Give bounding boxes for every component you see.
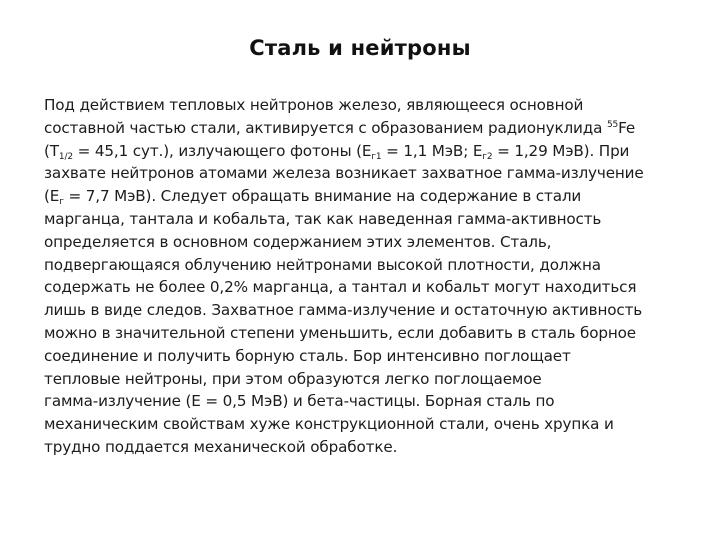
text-segment: составной частью стали, активируется с образованием радионуклида: [44, 118, 607, 137]
subscript-text: г: [59, 197, 64, 208]
body-line: [44, 345, 684, 368]
text-segment: (E: [44, 187, 60, 206]
subscript-text: 1/2: [58, 151, 73, 162]
text-segment: содержать не более 0,2% марганца, а тантал и кобальт могут находиться: [44, 278, 637, 297]
text-segment: (T: [44, 141, 59, 160]
text-segment: тепловые нейтроны, при этом образуются легко поглощаемое: [44, 369, 542, 388]
text-segment: определяется в основном содержанием этих элементов. Сталь,: [44, 232, 552, 251]
body-line: [44, 185, 684, 208]
text-segment: = 7,7 МэВ). Следует обращать внимание на содержание в стали: [63, 187, 582, 206]
slide-title: Сталь и нейтроны: [249, 36, 471, 60]
body-line: [44, 208, 684, 231]
body-line: [44, 322, 684, 345]
subscript-text: г2: [482, 151, 493, 162]
text-segment: = 45,1 сут.), излучающего фотоны (E: [72, 141, 372, 160]
text-segment: механическим свойствам хуже конструкционной стали, очень хрупка и: [44, 415, 614, 434]
text-segment: трудно поддается механической обработке.: [44, 437, 398, 456]
text-segment: захвате нейтронов атомами железа возникает захватное гамма-излучение: [44, 164, 644, 183]
body-line: [44, 140, 684, 163]
text-segment: гамма-излучение (E = 0,5 МэВ) и бета-частицы. Борная сталь по: [44, 392, 555, 411]
text-segment: соединение и получить борную сталь. Бор интенсивно поглощает: [44, 346, 571, 365]
body-line: [44, 299, 684, 322]
text-segment: подвергающаяся облучению нейтронами высокой плотности, должна: [44, 255, 601, 274]
body-line: [44, 254, 684, 277]
subscript-text: г1: [371, 151, 382, 162]
body-line: [44, 231, 684, 254]
body-line: [44, 94, 684, 117]
superscript-text: 55: [606, 119, 619, 130]
text-segment: марганца, тантала и кобальта, так как наведенная гамма-активность: [44, 209, 602, 228]
body-line: [44, 436, 684, 459]
text-segment: = 1,1 МэВ; E: [381, 141, 483, 160]
body-line: [44, 413, 684, 436]
body-line: [44, 276, 684, 299]
text-segment: лишь в виде следов. Захватное гамма-излучение и остаточную активность: [44, 301, 643, 320]
body-line: [44, 390, 684, 413]
body-line: [44, 117, 684, 140]
body-line: [44, 368, 684, 391]
text-segment: = 1,29 МэВ). При: [492, 141, 630, 160]
body-line: [44, 162, 684, 185]
text-segment: Fe: [618, 118, 636, 137]
body-text: [44, 94, 684, 459]
text-segment: Под действием тепловых нейтронов железо, являющееся основной: [44, 96, 584, 114]
text-segment: можно в значительной степени уменьшить, если добавить в сталь борное: [44, 323, 636, 342]
